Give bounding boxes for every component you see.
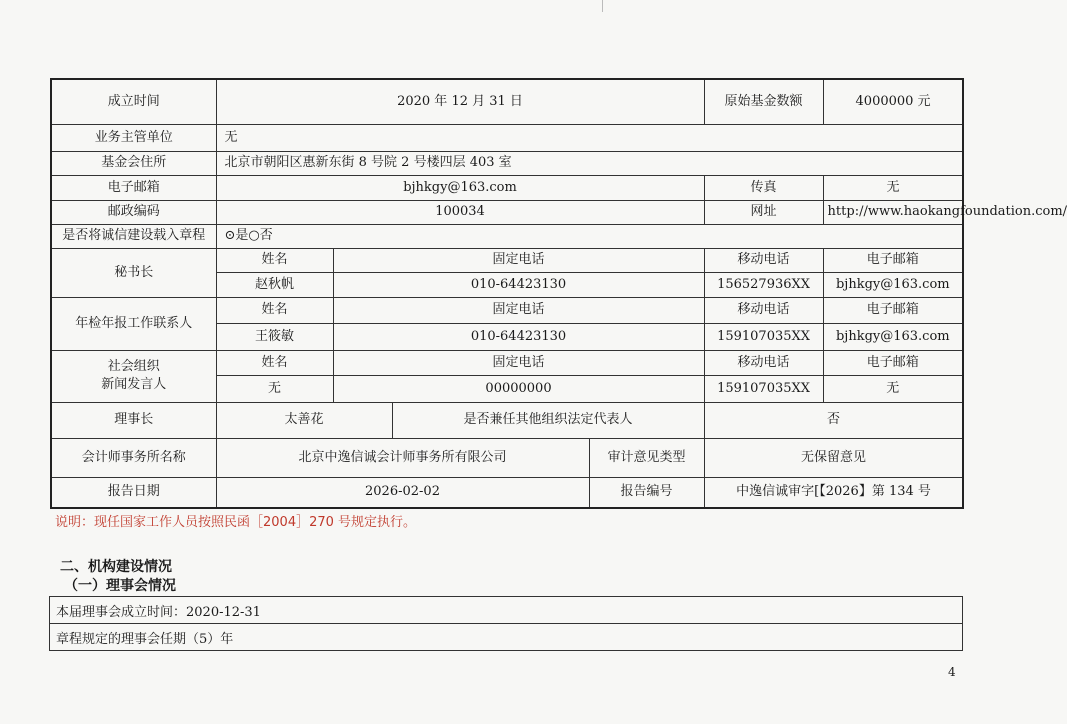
secretary-name: 赵秋帆	[216, 272, 333, 297]
authority-value: 无	[216, 124, 963, 151]
chairman-row	[51, 402, 963, 438]
board-term-start-row	[50, 597, 963, 624]
founded-value: 2020 年 12 月 31 日	[216, 79, 704, 124]
contact-header-phone: 固定电话	[333, 248, 704, 272]
fund-label: 原始基金数额	[704, 79, 823, 124]
authority-label: 业务主管单位	[51, 124, 216, 151]
integrity-value: ⊙是○否	[216, 224, 963, 248]
email-row	[51, 175, 963, 200]
spokesperson-label-line2: 新闻发言人	[101, 377, 167, 392]
annual-contact-name: 王筱敏	[216, 323, 333, 350]
annual-contact-header-row	[51, 297, 963, 323]
authority-row	[51, 124, 963, 151]
contact-header-phone: 固定电话	[333, 350, 704, 375]
footnote: 说明：现任国家工作人员按照民函［2004］270 号规定执行。	[55, 515, 417, 530]
secretary-header-row	[51, 248, 963, 272]
postcode-value: 100034	[216, 200, 704, 224]
report-date-label: 报告日期	[51, 477, 216, 508]
board-term-start: 本届理事会成立时间：2020-12-31	[50, 597, 963, 624]
address-row	[51, 151, 963, 175]
annual-contact-phone: 010-64423130	[333, 323, 704, 350]
audit-opinion-value: 无保留意见	[704, 438, 963, 477]
audit-firm-value: 北京中逸信诚会计师事务所有限公司	[216, 438, 589, 477]
spokesperson-label	[51, 350, 216, 402]
contact-header-mobile: 移动电话	[704, 297, 823, 323]
report-number-value: 中逸信诚审字[【2026】第 134 号	[704, 477, 963, 508]
address-value: 北京市朝阳区惠新东街 8 号院 2 号楼四层 403 室	[216, 151, 963, 175]
board-term-length: 章程规定的理事会任期（5）年	[50, 624, 963, 651]
page-number: 4	[948, 665, 956, 679]
founded-row	[51, 79, 963, 124]
postcode-label: 邮政编码	[51, 200, 216, 224]
secretary-mobile: 156527936XX	[704, 272, 823, 297]
address-label: 基金会住所	[51, 151, 216, 175]
website-value: http://www.haokangfoundation.com/	[823, 200, 963, 224]
email-value: bjhkgy@163.com	[216, 175, 704, 200]
chairman-label: 理事长	[51, 402, 216, 438]
annual-contact-email: bjhkgy@163.com	[823, 323, 963, 350]
fax-label: 传真	[704, 175, 823, 200]
secretary-phone: 010-64423130	[333, 272, 704, 297]
contact-header-name: 姓名	[216, 248, 333, 272]
contact-header-name: 姓名	[216, 350, 333, 375]
scan-tick-mark	[602, 0, 603, 12]
contact-header-email: 电子邮箱	[823, 248, 963, 272]
audit-opinion-label: 审计意见类型	[589, 438, 704, 477]
annual-contact-mobile: 159107035XX	[704, 323, 823, 350]
contact-header-email: 电子邮箱	[823, 350, 963, 375]
audit-firm-row	[51, 438, 963, 477]
fund-value: 4000000 元	[823, 79, 963, 124]
integrity-row	[51, 224, 963, 248]
spokesperson-name: 无	[216, 375, 333, 402]
spokesperson-label-line1: 社会组织	[107, 359, 160, 374]
spokesperson-header-row	[51, 350, 963, 375]
postcode-row	[51, 200, 963, 224]
founded-label: 成立时间	[51, 79, 216, 124]
contact-header-phone: 固定电话	[333, 297, 704, 323]
spokesperson-email: 无	[823, 375, 963, 402]
contact-header-mobile: 移动电话	[704, 248, 823, 272]
other-rep-label: 是否兼任其他组织法定代表人	[392, 402, 704, 438]
report-date-value: 2026-02-02	[216, 477, 589, 508]
spokesperson-mobile: 159107035XX	[704, 375, 823, 402]
spokesperson-phone: 00000000	[333, 375, 704, 402]
subsection-title: （一）理事会情况	[64, 578, 176, 594]
website-label: 网址	[704, 200, 823, 224]
contact-header-name: 姓名	[216, 297, 333, 323]
report-number-label: 报告编号	[589, 477, 704, 508]
secretary-label: 秘书长	[51, 248, 216, 297]
contact-header-email: 电子邮箱	[823, 297, 963, 323]
secretary-email: bjhkgy@163.com	[823, 272, 963, 297]
contact-header-mobile: 移动电话	[704, 350, 823, 375]
board-term-length-row	[50, 624, 963, 651]
board-info-table	[49, 596, 963, 651]
audit-firm-label: 会计师事务所名称	[51, 438, 216, 477]
report-date-row	[51, 477, 963, 508]
integrity-label: 是否将诚信建设载入章程	[51, 224, 216, 248]
other-rep-value: 否	[704, 402, 963, 438]
email-label: 电子邮箱	[51, 175, 216, 200]
foundation-info-table	[50, 78, 1067, 509]
chairman-name: 太善花	[216, 402, 392, 438]
annual-contact-label: 年检年报工作联系人	[51, 297, 216, 350]
section-title: 二、机构建设情况	[60, 559, 172, 575]
fax-value: 无	[823, 175, 963, 200]
